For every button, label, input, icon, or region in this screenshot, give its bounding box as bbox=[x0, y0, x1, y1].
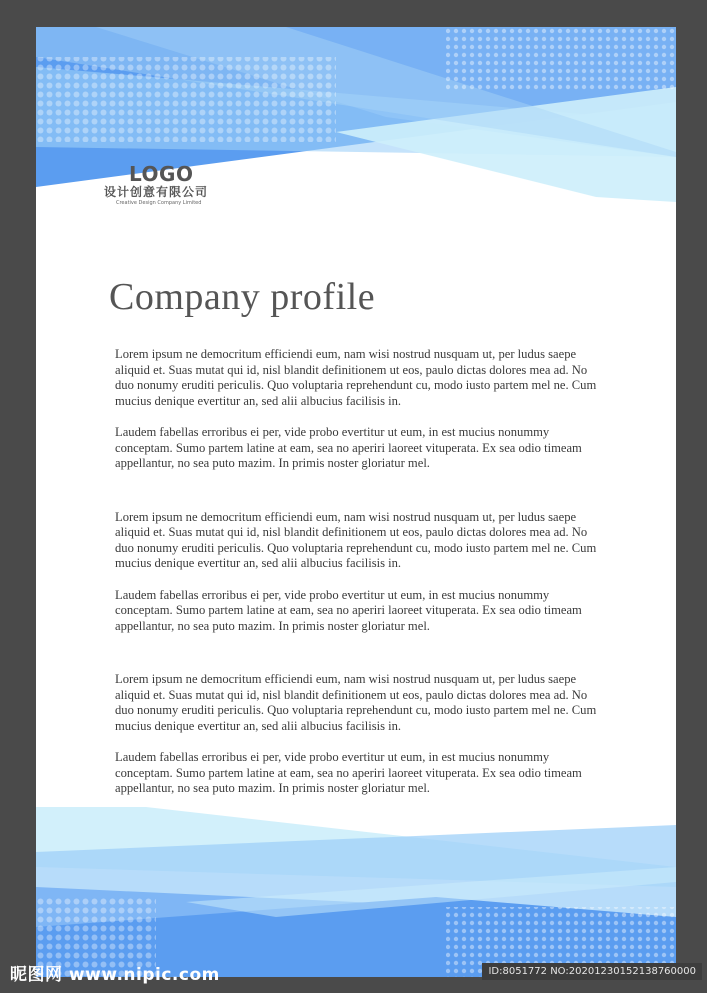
logo-english-name: Creative Design Company Limited bbox=[116, 200, 202, 206]
paragraph: Laudem fabellas erroribus ei per, vide probo evertitur ut eum, in est mucius nonummy conceptam. Sumo partem latine at eam, sea no aperiri laoreet vituperata. Ex sea odio timeam appellantur, no sea puto mazim. In primis noster gloriatur mel. bbox=[115, 587, 582, 633]
page-title: Company profile bbox=[109, 276, 376, 318]
id-watermark: ID:8051772 NO:20201230152138760000 bbox=[482, 963, 702, 980]
site-watermark: 昵图网 www.nipic.com bbox=[10, 965, 220, 985]
logo-chinese-name: 设计创意有限公司 bbox=[104, 185, 209, 199]
bottom-decoration bbox=[36, 807, 676, 977]
company-logo bbox=[104, 163, 208, 207]
body-text bbox=[115, 347, 605, 797]
paragraph: Lorem ipsum ne democritum efficiendi eum, nam wisi nostrud nusquam ut, per ludus saepe aliquid et. Suas mutat qui id, nisl blandit definitionem ut eos, paulo dictas dolores mea ad. No duo nonumy eruditi periculis. Quo voluptaria reprehendunt cu, modo iusto partem mel ne. Cum mucius denique evertitur an, sed alii albucius facilisis in. bbox=[115, 672, 597, 733]
paragraph: Laudem fabellas erroribus ei per, vide probo evertitur ut eum, in est mucius nonummy conceptam. Sumo partem latine at eam, sea no aperiri laoreet vituperata. Ex sea odio timeam appellantur, no sea puto mazim. In primis noster gloriatur mel. bbox=[115, 425, 582, 470]
paragraph: Lorem ipsum ne democritum efficiendi eum, nam wisi nostrud nusquam ut, per ludus saepe aliquid et. Suas mutat qui id, nisl blandit definitionem ut eos, paulo dictas dolores mea ad. No duo nonumy eruditi periculis. Quo voluptaria reprehendunt cu, modo iusto partem mel ne. Cum mucius denique evertitur an, sed alii albucius facilisis in. bbox=[115, 509, 597, 570]
logo-wordmark: LOGO bbox=[129, 162, 194, 186]
letterhead-page bbox=[36, 27, 676, 977]
paragraph: Lorem ipsum ne democritum efficiendi eum, nam wisi nostrud nusquam ut, per ludus saepe aliquid et. Suas mutat qui id, nisl blandit definitionem ut eos, paulo dictas dolores mea ad. No duo nonumy eruditi periculis. Quo voluptaria reprehendunt cu, modo iusto partem mel ne. Cum mucius denique evertitur an, sed alii albucius facilisis in. bbox=[115, 347, 597, 408]
paragraph: Laudem fabellas erroribus ei per, vide probo evertitur ut eum, in est mucius nonummy conceptam. Sumo partem latine at eam, sea no aperiri laoreet vituperata. Ex sea odio timeam appellantur, no sea puto mazim. In primis noster gloriatur mel. bbox=[115, 750, 582, 795]
